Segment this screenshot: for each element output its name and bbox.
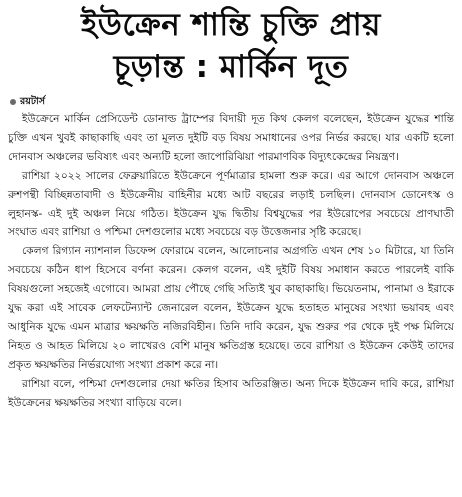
source-name: রয়টার্স <box>20 96 46 107</box>
article-paragraph: রাশিয়া ২০২২ সালের ফেব্রুয়ারিতে ইউক্রেনে পূর্ণমাত্রার হামলা শুরু করে। এর আগে দোনবাস অঞ্চলে রুশপন্থী বিচ্ছিন্নতাবাদী ও ইউক্রেনীয় বাহিনীর মধ্যে আট বছরের লড়াই চলছিল। দোনবাস ডোনেৎস্ক ও লুহানস্ক- এই দুই অঞ্চল নিয়ে গঠিত। ইউক্রেন যুদ্ধ দ্বিতীয় বিশ্বযুদ্ধের পর ইউরোপের সবচেয়ে প্রাণঘাতী সংঘাত এবং রাশিয়া ও পশ্চিমা দেশগুলোর মধ্যে সবচেয়ে বড় উত্তেজনার সৃষ্টি করেছে। <box>8 169 454 239</box>
source-byline <box>10 95 45 109</box>
article-paragraph: রাশিয়া বলে, পশ্চিমা দেশগুলোর দেয়া ক্ষতির হিসাব অতিরঞ্জিত। অন্য দিকে ইউক্রেন দাবি করে, রাশিয়া ইউক্রেনের ক্ষয়ক্ষতির সংখ্যা বাড়িয়ে বলে। <box>8 377 454 409</box>
article-paragraph: ইউক্রেনে মার্কিন প্রেসিডেন্ট ডোনাল্ড ট্রাম্পের বিদায়ী দূত কিথ কেলগ বলেছেন, ইউক্রেন যুদ্ধের শান্তি চুক্তি এখন খুবই কাছাকাছি এবং তা মূলত দুইটি বড় বিষয় সমাধানের ওপর নির্ভর করছে। যার একটি হলো দোনবাস অঞ্চলের ভবিষ্যৎ এবং অন্যটি হলো জাপোরিঝিয়া পারমাণবিক বিদ্যুৎকেন্দ্রের নিয়ন্ত্রণ। <box>8 113 454 163</box>
article-paragraph: কেলগ রিগ্যান ন্যাশনাল ডিফেন্স ফোরামে বলেন, আলোচনার অগ্রগতি এখন শেষ ১০ মিটারে, যা তিনি সবচেয়ে কঠিন ধাপ হিসেবে বর্ণনা করেন। কেলগ বলেন, এই দুইটি বিষয় সমাধান করতে পারলেই বাকি বিষয়গুলো সহজেই এগোবে। আমরা প্রায় পৌছে গেছি সত্যিই খুব কাছাকাছি। ভিয়েতনাম, পানামা ও ইরাকে যুদ্ধ করা এই সাবেক লেফটেন্যান্ট জেনারেল বলেন, ইউক্রেন যুদ্ধে হতাহত মানুষের সংখ্যা ভয়াবহ এবং আধুনিক যুদ্ধে এমন মাত্রার ক্ষয়ক্ষতি নজিরবিহীন। তিনি দাবি করেন, যুদ্ধ শুরুর পর থেকে দুই পক্ষ মিলিয়ে নিহত ও আহত মিলিয়ে ২০ লাখেরও বেশি মানুষ ক্ষতিগ্রস্ত হয়েছে। তবে রাশিয়া ও ইউক্রেন কেউই তাদের প্রকৃত ক্ষয়ক্ষতির নির্ভরযোগ্য সংখ্যা প্রকাশ করে না। <box>8 245 454 371</box>
bullet-icon <box>10 99 16 105</box>
headline <box>0 0 462 88</box>
article-body <box>8 110 454 413</box>
headline-line-1: ইউক্রেন শান্তি চুক্তি প্রায় <box>81 7 381 43</box>
headline-line-2: চূড়ান্ত : মার্কিন দূত <box>113 49 349 85</box>
